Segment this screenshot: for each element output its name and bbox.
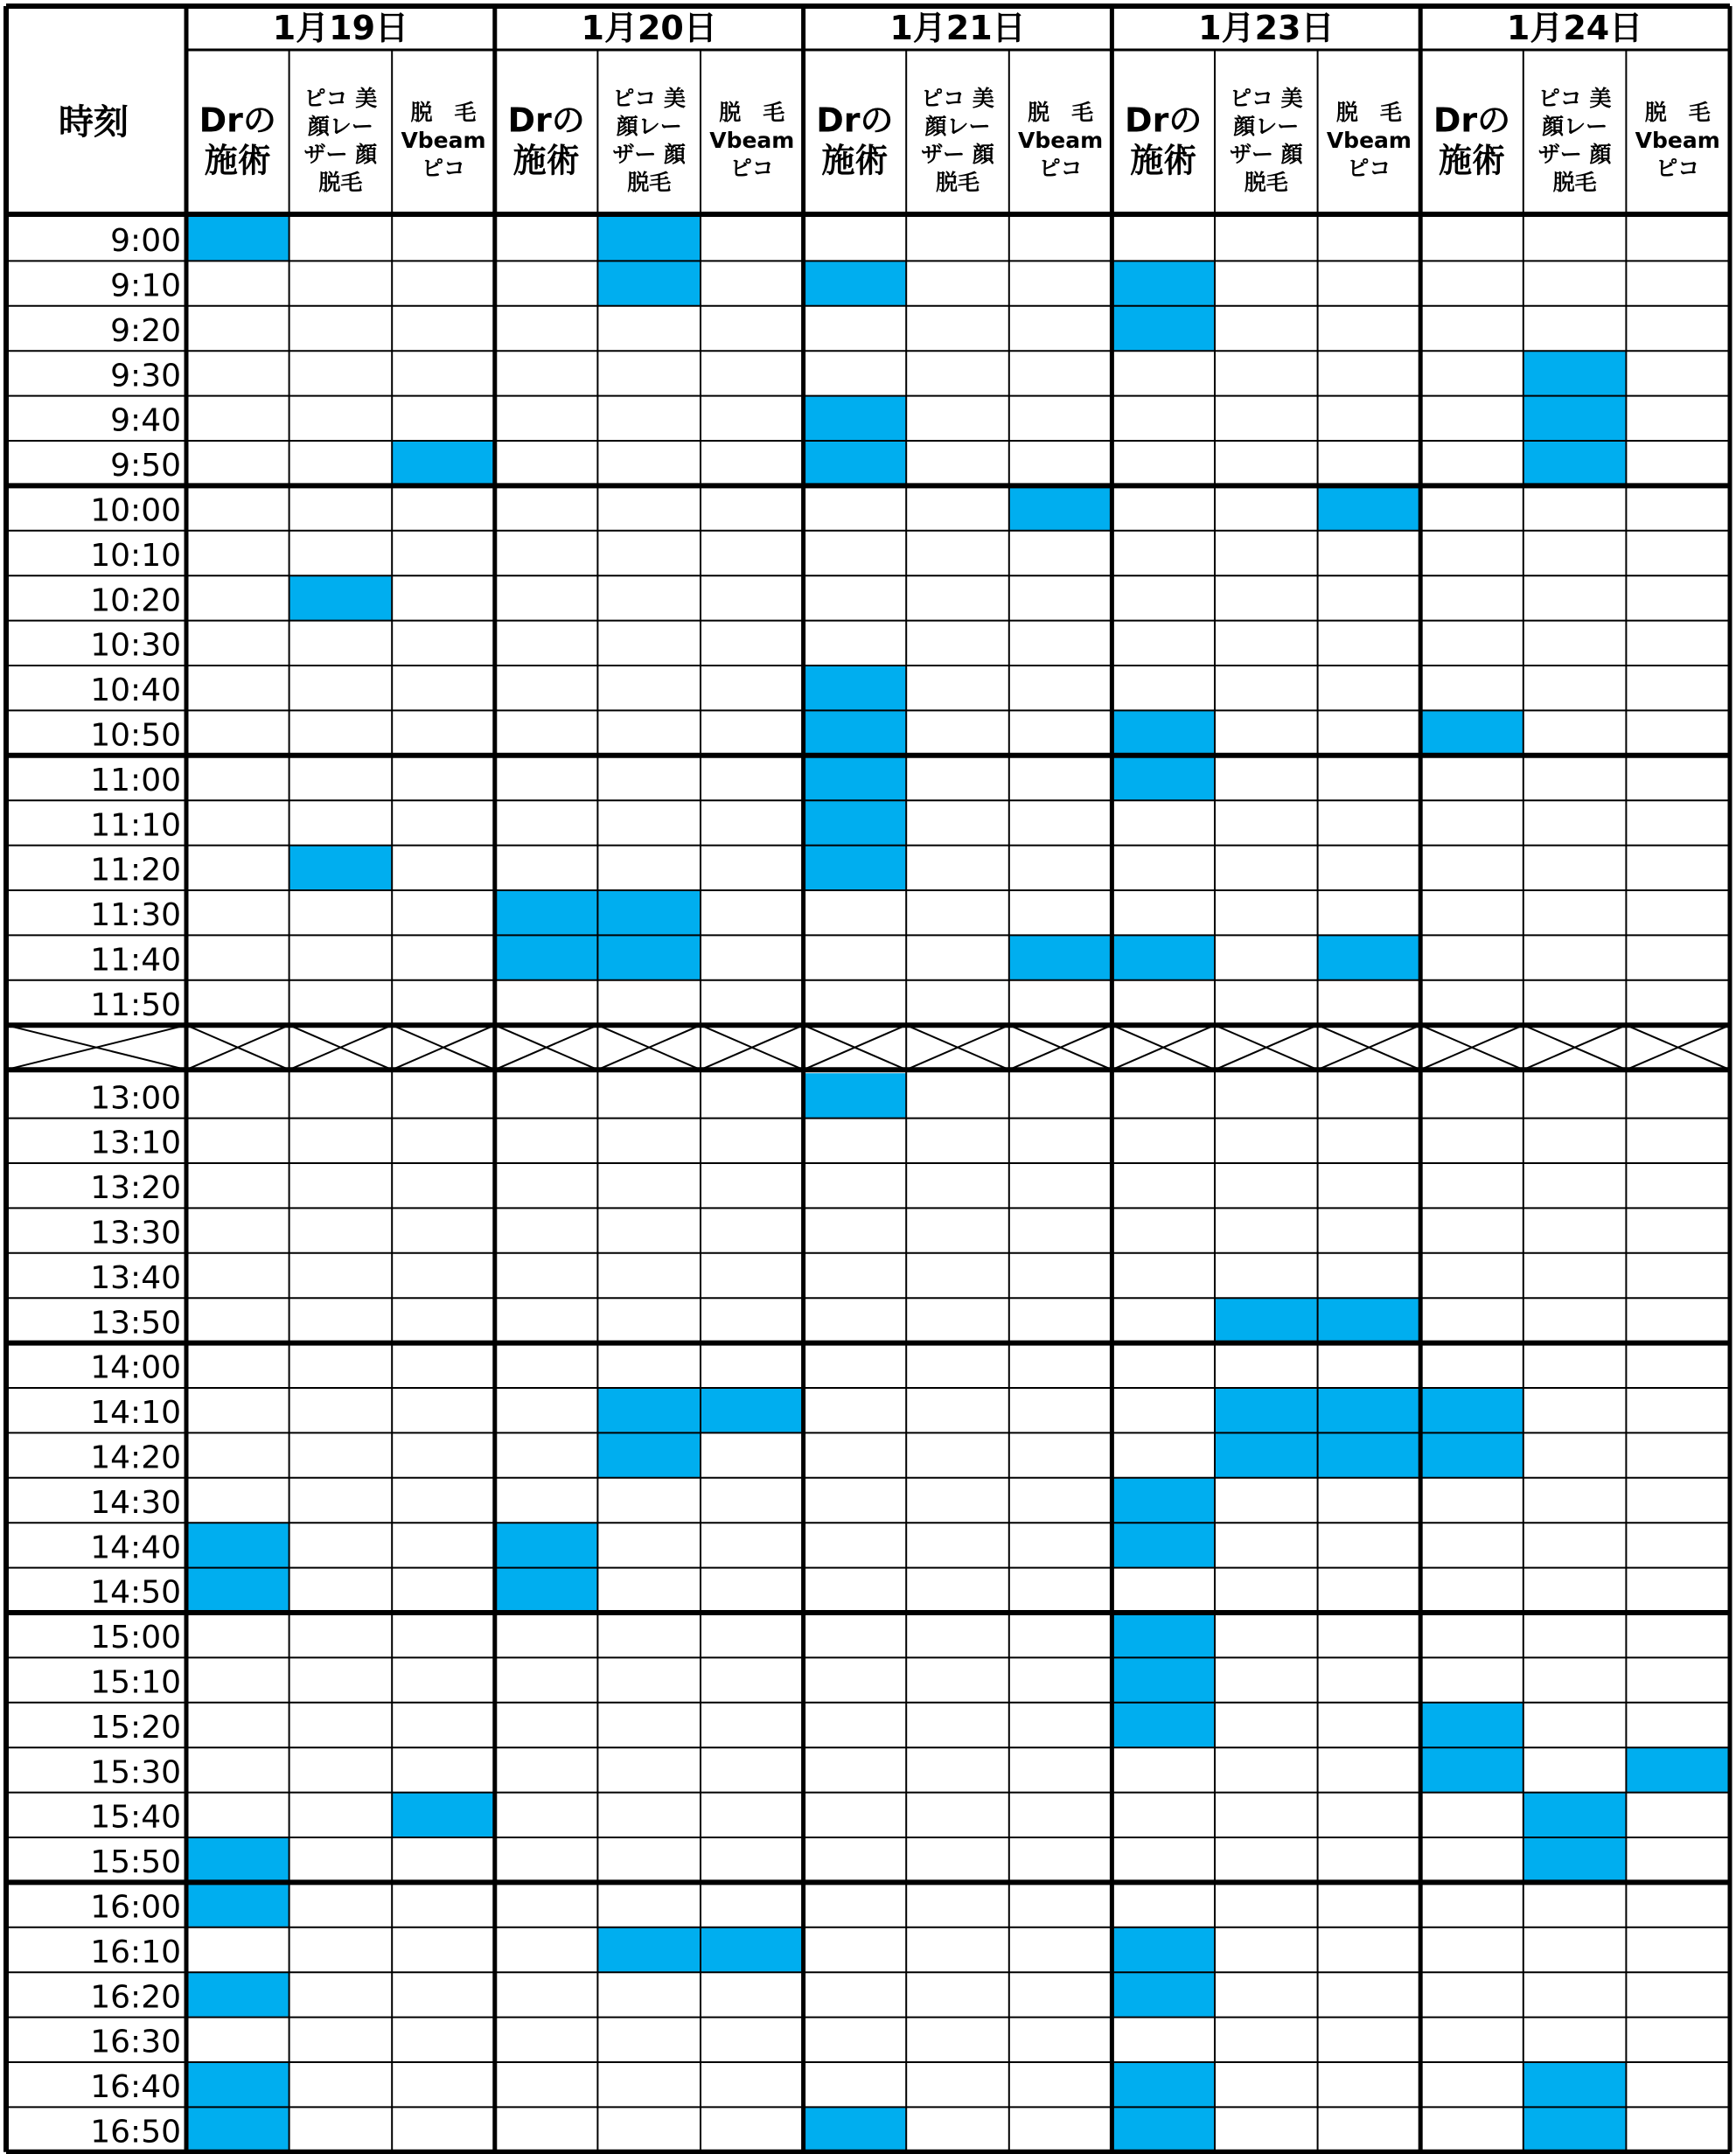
date-header: 1月21日 — [889, 9, 1026, 47]
booked-slot — [186, 1882, 289, 1927]
time-label: 10:40 — [90, 673, 181, 709]
booked-slot — [1626, 1747, 1729, 1792]
date-header: 1月20日 — [581, 9, 717, 47]
subcolumn-header-line: ザー 顔 — [921, 141, 994, 167]
time-label: 11:40 — [90, 942, 181, 979]
booked-slot — [597, 890, 701, 935]
booked-slot — [289, 575, 393, 620]
booked-slot — [1420, 1747, 1523, 1792]
booked-slot — [1009, 485, 1112, 530]
subcolumn-header-line: ピコ 美 — [1537, 85, 1612, 111]
booked-slot — [597, 1388, 701, 1433]
subcolumn-header-line: 脱毛 — [1552, 169, 1597, 195]
time-label: 14:20 — [90, 1439, 181, 1476]
subcolumn-header-line: Vbeam — [1635, 127, 1720, 153]
subcolumn-header-line: 脱 毛 — [1335, 99, 1402, 125]
booked-slot — [1523, 351, 1627, 395]
booked-slot — [597, 216, 701, 261]
date-header: 1月19日 — [272, 9, 409, 47]
booked-slot — [186, 216, 289, 261]
time-label: 14:30 — [90, 1484, 181, 1521]
subcolumn-header-line: 顔レー — [1233, 113, 1300, 139]
booked-slot — [804, 1073, 907, 1118]
time-label: 11:00 — [90, 762, 181, 798]
booked-slot — [495, 1523, 598, 1567]
time-label: 16:40 — [90, 2069, 181, 2106]
time-label: 15:20 — [90, 1709, 181, 1746]
subcolumn-header-line: 脱毛 — [318, 169, 363, 195]
subcolumn-header-line: ピコ — [1038, 155, 1083, 181]
booked-slot — [1523, 2062, 1627, 2107]
time-label: 11:10 — [90, 807, 181, 844]
time-label: 13:20 — [90, 1170, 181, 1207]
booked-slot — [1112, 261, 1215, 305]
booked-slot — [1523, 396, 1627, 441]
booked-slot — [804, 710, 907, 755]
subcolumn-header-line: Drの — [816, 101, 894, 140]
time-label: 14:10 — [90, 1395, 181, 1432]
subcolumn-header-line: 顔レー — [307, 113, 373, 139]
booked-slot — [495, 1568, 598, 1613]
subcolumn-header-line: 脱毛 — [627, 169, 672, 195]
booked-slot — [1112, 2107, 1215, 2151]
time-label: 11:50 — [90, 986, 181, 1023]
booked-slot — [1112, 1657, 1215, 1702]
booked-slot — [597, 1927, 701, 1972]
subcolumn-header-line: Vbeam — [1326, 127, 1412, 153]
time-label: 9:00 — [110, 223, 181, 260]
time-label: 14:50 — [90, 1574, 181, 1611]
booked-slot — [186, 1568, 289, 1613]
time-label: 13:50 — [90, 1305, 181, 1342]
time-label: 9:50 — [110, 448, 181, 484]
subcolumn-header-line: Drの — [1125, 101, 1203, 140]
booked-slot — [1523, 1837, 1627, 1882]
booked-slot — [1318, 485, 1421, 530]
subcolumn-header-line: 脱 毛 — [1028, 99, 1094, 125]
booked-slot — [1215, 1388, 1318, 1433]
subcolumn-header-line: 脱 毛 — [1644, 99, 1711, 125]
subcolumn-header-line: 顔レー — [1542, 113, 1608, 139]
subcolumn-header-line: 脱毛 — [935, 169, 980, 195]
booked-slot — [186, 1523, 289, 1567]
booked-slot — [597, 935, 701, 979]
subcolumn-header-line: 施術 — [204, 141, 271, 180]
time-label: 14:40 — [90, 1530, 181, 1566]
booked-slot — [1318, 1433, 1421, 1477]
time-label: 16:20 — [90, 1979, 181, 2016]
booked-slot — [1112, 1478, 1215, 1523]
subcolumn-header-line: 脱 毛 — [719, 99, 785, 125]
time-label: 16:50 — [90, 2114, 181, 2151]
booked-slot — [1112, 306, 1215, 351]
booked-slot — [1523, 1793, 1627, 1837]
time-label: 16:10 — [90, 1934, 181, 1970]
subcolumn-header-line: ザー 顔 — [1229, 141, 1303, 167]
subcolumn-header-line: ピコ 美 — [921, 85, 994, 111]
subcolumn-header-line: 顔レー — [924, 113, 991, 139]
booked-slot — [1112, 1613, 1215, 1657]
booked-slot — [186, 2062, 289, 2107]
booked-slot — [495, 890, 598, 935]
time-label: 13:30 — [90, 1215, 181, 1251]
booked-slot — [701, 1388, 804, 1433]
booked-slot — [1112, 2062, 1215, 2107]
time-label: 15:00 — [90, 1620, 181, 1656]
booked-slot — [1112, 1523, 1215, 1567]
subcolumn-header-line: Drの — [1433, 101, 1511, 140]
date-header: 1月24日 — [1506, 9, 1643, 47]
time-column-header: 時刻 — [59, 102, 129, 143]
booked-slot — [804, 756, 907, 800]
booked-slot — [804, 846, 907, 890]
booked-slot — [1112, 935, 1215, 979]
booked-slot — [1420, 1433, 1523, 1477]
subcolumn-header-line: 施術 — [1130, 141, 1197, 180]
time-label: 16:00 — [90, 1889, 181, 1926]
booked-slot — [392, 1793, 495, 1837]
time-label: 10:20 — [90, 582, 181, 619]
booked-slot — [1215, 1298, 1318, 1342]
booked-slot — [1318, 1388, 1421, 1433]
booked-slot — [392, 441, 495, 485]
time-label: 10:50 — [90, 717, 181, 754]
booked-slot — [1420, 1703, 1523, 1747]
time-label: 15:10 — [90, 1664, 181, 1701]
subcolumn-header-line: ピコ — [421, 155, 466, 181]
booked-slot — [495, 935, 598, 979]
booked-slot — [186, 1972, 289, 2017]
subcolumn-header-line: ピコ — [729, 155, 774, 181]
time-label: 9:40 — [110, 402, 181, 439]
subcolumn-header-line: Drの — [507, 101, 585, 140]
time-label: 13:00 — [90, 1080, 181, 1117]
time-label: 11:30 — [90, 897, 181, 934]
subcolumn-header-line: 施術 — [1438, 141, 1506, 180]
booked-slot — [804, 2107, 907, 2151]
subcolumn-header-line: ピコ — [1656, 155, 1700, 181]
booked-slot — [804, 396, 907, 441]
booked-slot — [1215, 1433, 1318, 1477]
subcolumn-header-line: Vbeam — [1018, 127, 1104, 153]
time-label: 13:10 — [90, 1125, 181, 1161]
booked-slot — [597, 1433, 701, 1477]
time-label: 9:30 — [110, 358, 181, 394]
subcolumn-header-line: ザー 顔 — [612, 141, 687, 167]
subcolumn-header-line: 施術 — [512, 141, 580, 180]
booked-slot — [186, 1837, 289, 1882]
subcolumn-header-line: Drの — [199, 101, 276, 140]
time-label: 9:10 — [110, 268, 181, 304]
booked-slot — [1112, 1927, 1215, 1972]
subcolumn-header-line: 顔レー — [616, 113, 682, 139]
booked-slot — [1112, 1972, 1215, 2017]
subcolumn-header-line: 脱毛 — [1244, 169, 1288, 195]
time-label: 10:10 — [90, 537, 181, 574]
booked-slot — [1523, 441, 1627, 485]
time-label: 15:30 — [90, 1754, 181, 1791]
time-label: 15:50 — [90, 1844, 181, 1881]
time-label: 9:20 — [110, 312, 181, 349]
subcolumn-header-line: ザー 顔 — [1537, 141, 1612, 167]
booked-slot — [1009, 935, 1112, 979]
time-label: 11:20 — [90, 852, 181, 889]
booked-slot — [1420, 1388, 1523, 1433]
subcolumn-header-line: Vbeam — [709, 127, 795, 153]
booked-slot — [1420, 710, 1523, 755]
booked-slot — [1318, 1298, 1421, 1342]
subcolumn-header-line: ピコ 美 — [1229, 85, 1303, 111]
booked-slot — [1112, 1703, 1215, 1747]
subcolumn-header-line: ピコ 美 — [303, 85, 378, 111]
booked-slot — [804, 800, 907, 845]
booked-slot — [289, 846, 393, 890]
time-label: 13:40 — [90, 1259, 181, 1296]
booked-slot — [804, 441, 907, 485]
booked-slots-layer — [186, 216, 1729, 2152]
booked-slot — [1318, 935, 1421, 979]
booked-slot — [804, 666, 907, 710]
subcolumn-header-line: 脱 毛 — [410, 99, 477, 125]
date-header: 1月23日 — [1198, 9, 1335, 47]
subcolumn-header-line: ザー 顔 — [303, 141, 378, 167]
booked-slot — [1112, 710, 1215, 755]
booked-slot — [597, 261, 701, 305]
booked-slot — [804, 261, 907, 305]
booked-slot — [701, 1927, 804, 1972]
time-label: 16:30 — [90, 2024, 181, 2060]
subcolumn-header-line: 施術 — [821, 141, 889, 180]
subcolumn-header-line: Vbeam — [401, 127, 486, 153]
subcolumn-header-line: ピコ — [1347, 155, 1391, 181]
booked-slot — [1523, 2107, 1627, 2151]
time-label: 10:30 — [90, 627, 181, 664]
subcolumn-header-line: ピコ 美 — [612, 85, 687, 111]
time-label: 14:00 — [90, 1349, 181, 1386]
time-label: 15:40 — [90, 1799, 181, 1836]
time-label: 10:00 — [90, 492, 181, 529]
booked-slot — [1112, 756, 1215, 800]
booked-slot — [186, 2107, 289, 2151]
